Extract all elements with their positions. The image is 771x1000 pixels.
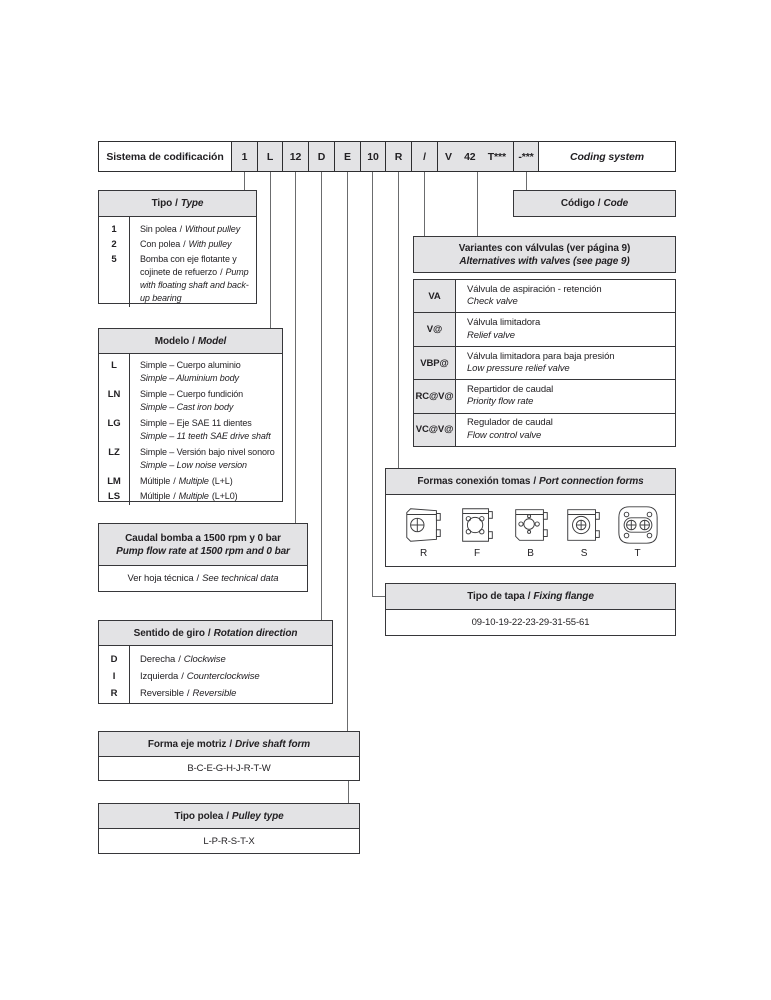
connector-line bbox=[477, 172, 478, 236]
modelo-model-body bbox=[99, 354, 282, 505]
table-row: L Simple – Cuerpo aluminio Simple – Aluminium body bbox=[111, 360, 241, 383]
connector-line bbox=[348, 781, 349, 803]
table-row: RC@V@ Repartidor de caudal Priority flow rate bbox=[414, 379, 675, 412]
port-connection-icons bbox=[386, 495, 675, 566]
table-row: 5 Bomba con eje flotante y cojinete de refuerzo / Pump with floating shaft and back-up bearing bbox=[111, 254, 249, 303]
table-row: VBP@ Válvula limitadora para baja presión Low pressure relief valve bbox=[414, 346, 675, 379]
pulley-type-header: Tipo polea / Pulley type bbox=[99, 804, 359, 829]
tipo-type-header: Tipo / Type bbox=[99, 191, 256, 217]
pulley-type-value: L-P-R-S-T-X bbox=[203, 835, 255, 847]
code-cell-toma: R bbox=[386, 142, 412, 171]
drive-shaft-box bbox=[98, 731, 360, 781]
table-row: 2 Con polea / With pulley bbox=[111, 239, 232, 250]
code-cell-slash: / bbox=[412, 142, 438, 171]
port-form-r-icon bbox=[401, 503, 447, 547]
flow-rate-header: Caudal bomba a 1500 rpm y 0 bar Pump flow rate at 1500 rpm and 0 bar bbox=[99, 524, 307, 566]
code-cell-code: -*** bbox=[514, 142, 539, 171]
table-row: VA Válvula de aspiración - retención Check valve bbox=[414, 280, 675, 312]
tipo-type-body bbox=[99, 217, 256, 307]
code-cell-sentido: D bbox=[309, 142, 335, 171]
table-row: I Izquierda / Counterclockwise bbox=[112, 671, 260, 682]
port-form-r: R bbox=[398, 503, 450, 559]
port-form-b: B bbox=[505, 503, 557, 559]
code-cell-eje: E bbox=[335, 142, 361, 171]
coding-system-bar bbox=[98, 141, 676, 172]
fixing-flange-header: Tipo de tapa / Fixing flange bbox=[386, 584, 675, 610]
connector-line bbox=[244, 172, 245, 190]
rotation-direction-header: Sentido de giro / Rotation direction bbox=[99, 621, 332, 646]
codigo-code-box: Código / Code bbox=[513, 190, 676, 217]
modelo-model-box bbox=[98, 328, 283, 502]
connector-line bbox=[347, 172, 348, 731]
coding-bar-title-es: Sistema de codificación bbox=[99, 142, 232, 171]
port-connection-box bbox=[385, 468, 676, 567]
flow-rate-value: Ver hoja técnica / See technical data bbox=[127, 573, 279, 584]
rotation-direction-body bbox=[99, 646, 332, 703]
connector-line bbox=[321, 172, 322, 620]
connector-line bbox=[424, 172, 425, 236]
code-cell-tipo: 1 bbox=[232, 142, 258, 171]
port-form-f: F bbox=[451, 503, 503, 559]
flow-rate-box bbox=[98, 523, 308, 592]
port-form-t-icon bbox=[614, 503, 662, 547]
code-cell-valves: V 42 T*** bbox=[438, 142, 514, 171]
table-row: LS Múltiple / Multiple (L+L0) bbox=[108, 491, 238, 502]
tipo-type-box bbox=[98, 190, 257, 304]
table-row: R Reversible / Reversible bbox=[110, 688, 237, 699]
table-row: LZ Simple – Versión bajo nivel sonoro Simple – Low noise version bbox=[108, 447, 275, 470]
connector-line bbox=[526, 172, 527, 190]
code-cell-modelo: L bbox=[258, 142, 283, 171]
port-form-s: S bbox=[558, 503, 610, 559]
table-row: 1 Sin polea / Without pulley bbox=[111, 224, 241, 235]
drive-shaft-value: B-C-E-G-H-J-R-T-W bbox=[187, 763, 271, 774]
modelo-model-header: Modelo / Model bbox=[99, 329, 282, 354]
valve-variants-header: Variantes con válvulas (ver página 9) Alternatives with valves (see page 9) bbox=[413, 236, 676, 273]
port-form-t: T bbox=[612, 503, 664, 559]
table-row: VC@V@ Regulador de caudal Flow control valve bbox=[414, 413, 675, 446]
table-row: LN Simple – Cuerpo fundición Simple – Cast iron body bbox=[107, 389, 244, 412]
drive-shaft-header: Forma eje motriz / Drive shaft form bbox=[99, 732, 359, 757]
fixing-flange-box bbox=[385, 583, 676, 636]
table-row: LG Simple – Eje SAE 11 dientes Simple – 11 teeth SAE drive shaft bbox=[107, 418, 271, 441]
connector-line bbox=[398, 172, 399, 468]
coding-bar-title-en: Coding system bbox=[539, 142, 675, 171]
port-form-s-icon bbox=[561, 503, 607, 547]
connector-line bbox=[270, 172, 271, 328]
connector-line bbox=[295, 172, 296, 523]
table-row: V@ Válvula limitadora Relief valve bbox=[414, 312, 675, 345]
port-form-f-icon bbox=[454, 503, 500, 547]
connector-line bbox=[372, 596, 385, 597]
table-row: D Derecha / Clockwise bbox=[110, 654, 226, 665]
port-form-b-icon bbox=[508, 503, 554, 547]
code-cell-tapa: 10 bbox=[361, 142, 386, 171]
fixing-flange-value: 09-10-19-22-23-29-31-55-61 bbox=[471, 617, 590, 628]
table-row: LM Múltiple / Multiple (L+L) bbox=[107, 476, 233, 487]
valve-variants-table bbox=[413, 279, 676, 447]
code-cell-caudal: 12 bbox=[283, 142, 309, 171]
rotation-direction-box bbox=[98, 620, 333, 704]
connector-line bbox=[372, 172, 373, 597]
pulley-type-box bbox=[98, 803, 360, 854]
port-connection-header: Formas conexión tomas / Port connection forms bbox=[386, 469, 675, 495]
